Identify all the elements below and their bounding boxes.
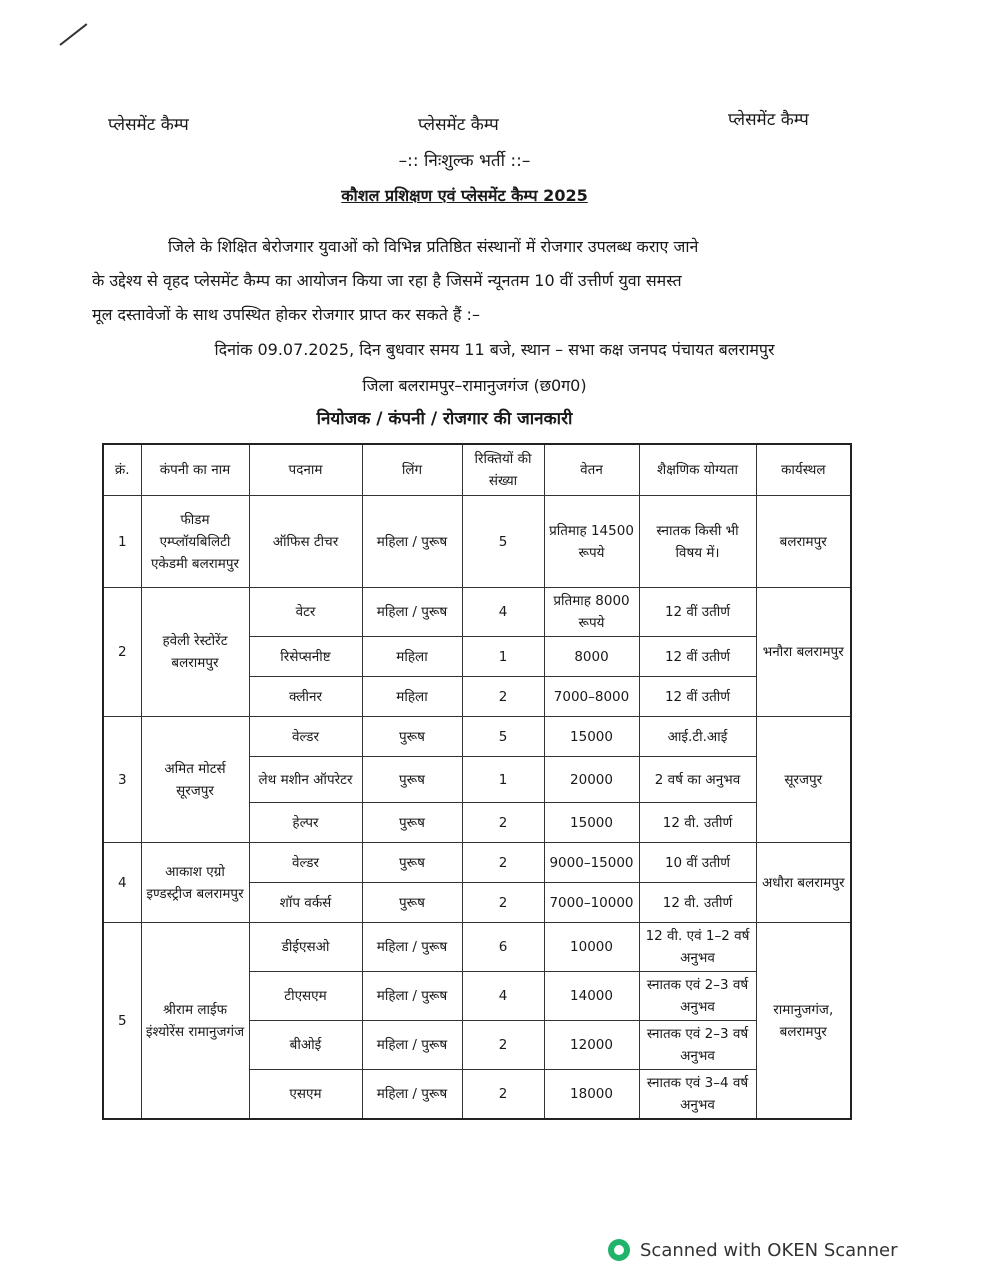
cell-qualification: 12 वी. एवं 1–2 वर्ष अनुभव [639, 923, 756, 972]
cell-salary: 20000 [544, 757, 639, 803]
header-company: कंपनी का नाम [141, 444, 249, 496]
cell-post: ऑफिस टीचर [249, 496, 362, 588]
cell-gender: महिला / पुरूष [362, 972, 462, 1021]
table-row [103, 717, 851, 757]
cell-vacancies: 6 [462, 923, 544, 972]
cell-qualification: 12 वीं उतीर्ण [639, 588, 756, 637]
cell-salary: 15000 [544, 717, 639, 757]
cell-vacancies: 2 [462, 803, 544, 843]
cell-qualification: स्नातक एवं 3–4 वर्ष अनुभव [639, 1070, 756, 1120]
header-left: प्लेसमेंट कैम्प [108, 115, 189, 135]
cell-post: रिसेप्सनीष्ट [249, 637, 362, 677]
jobs-table [102, 443, 852, 1120]
pen-mark [59, 23, 87, 46]
cell-company: आकाश एग्रो इण्डस्ट्रीज बलरामपुर [141, 843, 249, 923]
cell-salary: 9000–15000 [544, 843, 639, 883]
cell-gender: महिला [362, 637, 462, 677]
cell-qualification: 12 वी. उतीर्ण [639, 803, 756, 843]
cell-gender: पुरूष [362, 803, 462, 843]
header-center: प्लेसमेंट कैम्प [418, 115, 499, 135]
cell-post: वेल्डर [249, 717, 362, 757]
cell-salary: 12000 [544, 1021, 639, 1070]
cell-post: लेथ मशीन ऑपरेटर [249, 757, 362, 803]
table-header-row [103, 444, 851, 496]
header-gender: लिंग [362, 444, 462, 496]
cell-gender: महिला / पुरूष [362, 496, 462, 588]
cell-salary: 7000–8000 [544, 677, 639, 717]
cell-post: एसएम [249, 1070, 362, 1120]
scanner-watermark-text: Scanned with OKEN Scanner [640, 1239, 898, 1261]
cell-post: हेल्पर [249, 803, 362, 843]
cell-qualification: स्नातक एवं 2–3 वर्ष अनुभव [639, 972, 756, 1021]
paragraph-line-1: जिले के शिक्षित बेरोजगार युवाओं को विभिन्न प्रतिष्ठित संस्थानों में रोजगार उपलब्ध कराए जाने [168, 237, 699, 256]
district-line: जिला बलरामपुर–रामानुजगंज (छ0ग0) [362, 376, 587, 395]
cell-salary: 14000 [544, 972, 639, 1021]
cell-qualification: स्नातक किसी भी विषय में। [639, 496, 756, 588]
header-vacancies: रिक्तियों की संख्या [462, 444, 544, 496]
cell-qualification: 2 वर्ष का अनुभव [639, 757, 756, 803]
cell-gender: पुरूष [362, 883, 462, 923]
cell-company: अमित मोटर्स सूरजपुर [141, 717, 249, 843]
cell-qualification: आई.टी.आई [639, 717, 756, 757]
cell-company: श्रीराम लाईफ इंश्योरेंस रामानुजगंज [141, 923, 249, 1120]
header-salary: वेतन [544, 444, 639, 496]
cell-vacancies: 5 [462, 496, 544, 588]
cell-location: अधौरा बलरामपुर [756, 843, 851, 923]
cell-vacancies: 2 [462, 843, 544, 883]
document-title-text: कौशल प्रशिक्षण एवं प्लेसमेंट कैम्प 2025 [341, 186, 588, 205]
header-sno: क्रं. [103, 444, 141, 496]
cell-vacancies: 5 [462, 717, 544, 757]
jobs-table-body [103, 496, 851, 1120]
cell-vacancies: 4 [462, 972, 544, 1021]
cell-post: वेटर [249, 588, 362, 637]
cell-sno: 4 [103, 843, 141, 923]
cell-post: शॉप वर्कर्स [249, 883, 362, 923]
cell-post: डीईएसओ [249, 923, 362, 972]
date-venue-line: दिनांक 09.07.2025, दिन बुधवार समय 11 बजे, स्थान – सभा कक्ष जनपद पंचायत बलरामपुर [214, 340, 775, 359]
cell-qualification: 12 वी. उतीर्ण [639, 883, 756, 923]
cell-location: रामानुजगंज, बलरामपुर [756, 923, 851, 1120]
cell-salary: 7000–10000 [544, 883, 639, 923]
cell-sno: 2 [103, 588, 141, 717]
document-title [0, 184, 959, 206]
cell-vacancies: 2 [462, 1021, 544, 1070]
table-row [103, 588, 851, 637]
cell-post: वेल्डर [249, 843, 362, 883]
cell-vacancies: 1 [462, 757, 544, 803]
cell-qualification: 10 वीं उतीर्ण [639, 843, 756, 883]
cell-sno: 1 [103, 496, 141, 588]
paragraph-line-3: मूल दस्तावेजों के साथ उपस्थित होकर रोजगार प्राप्त कर सकते हैं :– [92, 305, 480, 324]
header-qualification: शैक्षणिक योग्यता [639, 444, 756, 496]
cell-sno: 5 [103, 923, 141, 1120]
cell-vacancies: 1 [462, 637, 544, 677]
cell-qualification: 12 वीं उतीर्ण [639, 637, 756, 677]
cell-salary: 8000 [544, 637, 639, 677]
header-right: प्लेसमेंट कैम्प [728, 110, 809, 130]
cell-location: भनौरा बलरामपुर [756, 588, 851, 717]
cell-salary: प्रतिमाह 14500 रूपये [544, 496, 639, 588]
cell-salary: प्रतिमाह 8000 रूपये [544, 588, 639, 637]
cell-location: सूरजपुर [756, 717, 851, 843]
header-location: कार्यस्थल [756, 444, 851, 496]
cell-sno: 3 [103, 717, 141, 843]
cell-salary: 15000 [544, 803, 639, 843]
cell-company: हवेली रेस्टोरेंट बलरामपुर [141, 588, 249, 717]
cell-post: टीएसएम [249, 972, 362, 1021]
cell-gender: महिला / पुरूष [362, 923, 462, 972]
cell-salary: 10000 [544, 923, 639, 972]
cell-qualification: 12 वीं उतीर्ण [639, 677, 756, 717]
table-row [103, 843, 851, 883]
cell-qualification: स्नातक एवं 2–3 वर्ष अनुभव [639, 1021, 756, 1070]
table-row [103, 923, 851, 972]
cell-vacancies: 2 [462, 677, 544, 717]
scanner-watermark [608, 1236, 897, 1264]
subtitle: –:: निःशुल्क भर्ती ::– [398, 151, 531, 171]
cell-company: फीडम एम्प्लॉयबिलिटी एकेडमी बलरामपुर [141, 496, 249, 588]
cell-post: बीओई [249, 1021, 362, 1070]
scanner-logo-icon [608, 1239, 630, 1261]
cell-gender: महिला / पुरूष [362, 588, 462, 637]
cell-gender: पुरूष [362, 757, 462, 803]
cell-vacancies: 2 [462, 1070, 544, 1120]
employer-heading: नियोजक / कंपनी / रोजगार की जानकारी [316, 409, 573, 429]
cell-gender: पुरूष [362, 717, 462, 757]
cell-gender: महिला / पुरूष [362, 1021, 462, 1070]
cell-salary: 18000 [544, 1070, 639, 1120]
table-row [103, 496, 851, 588]
cell-vacancies: 4 [462, 588, 544, 637]
cell-gender: पुरूष [362, 843, 462, 883]
cell-gender: महिला [362, 677, 462, 717]
paragraph-line-2: के उद्देश्य से वृहद प्लेसमेंट कैम्प का आयोजन किया जा रहा है जिसमें न्यूनतम 10 वीं उत्तीर्ण युवा समस्त [92, 271, 682, 290]
cell-post: क्लीनर [249, 677, 362, 717]
cell-location: बलरामपुर [756, 496, 851, 588]
cell-vacancies: 2 [462, 883, 544, 923]
cell-gender: महिला / पुरूष [362, 1070, 462, 1120]
intro-paragraph [92, 230, 832, 332]
header-post: पदनाम [249, 444, 362, 496]
